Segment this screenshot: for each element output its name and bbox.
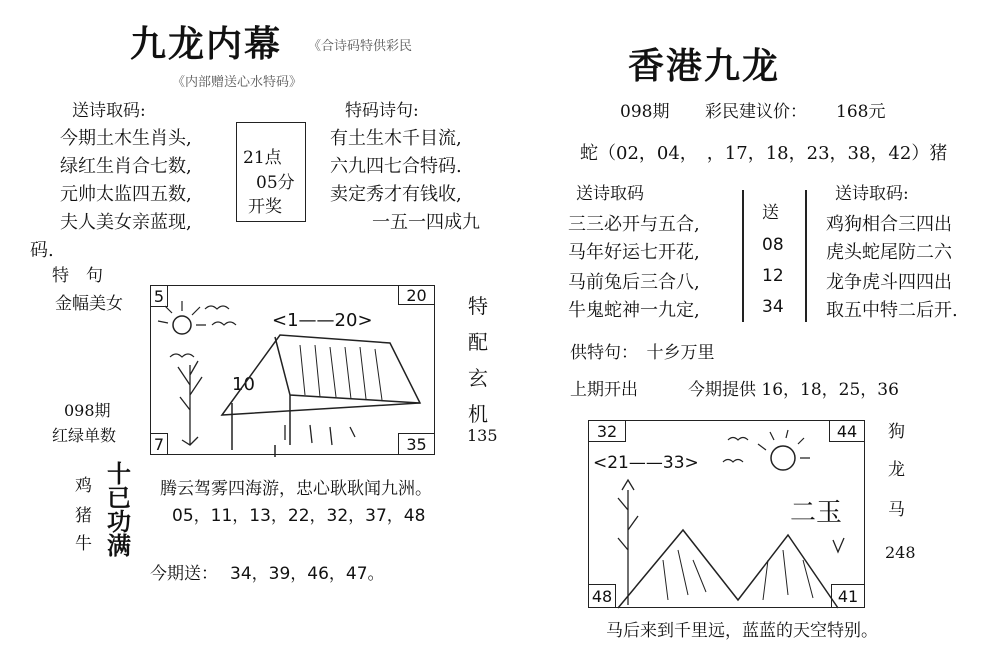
right-proverb: 马后来到千里远，蓝蓝的天空特别。 — [606, 621, 878, 641]
sun-icon — [173, 316, 191, 334]
right-send-poem-label-2: 送诗取码: — [835, 184, 909, 204]
right-snake-line: 蛇（02，04， ，17，18，23，38，42）猪 — [580, 143, 948, 164]
left-special-phrase-value: 金幅美女 — [55, 294, 123, 314]
left-poem-line-2: 绿红生肖合七数, — [60, 156, 192, 177]
left-subtitle: 《合诗码特供彩民 — [308, 39, 413, 54]
right-poem-line-4: 牛鬼蛇神一九定, — [568, 300, 700, 321]
right-poem-line-5: 鸡狗相合三四出 — [826, 214, 952, 235]
right-poem-line-6: 虎头蛇尾防二六 — [826, 242, 952, 263]
left-special-phrase-label: 特 句 — [52, 266, 103, 286]
left-animal-3: 牛 — [75, 534, 92, 554]
left-poem-tail: 码. — [30, 240, 54, 261]
left-right-vertical: 特配玄机 — [468, 294, 488, 426]
left-title: 九龙内幕 — [130, 23, 283, 65]
right-poem-line-8: 取五中特二后开. — [826, 300, 958, 321]
left-issue: 098期 — [64, 401, 111, 420]
right-title: 香港九龙 — [628, 45, 781, 87]
left-special-line-2: 六九四七合特码. — [330, 156, 462, 177]
left-poem-line-1: 今期土木生肖头, — [60, 128, 192, 149]
right-animal-3: 马 — [888, 500, 905, 520]
left-drawing-range: <1——20> — [272, 310, 373, 331]
draw-time-hour: 21点 — [243, 148, 282, 168]
left-special-line-4: 一五一四成九 — [372, 212, 480, 233]
left-sketch — [150, 285, 435, 455]
left-send-poem-label: 送诗取码: — [72, 101, 146, 121]
right-last-label: 上期开出 — [570, 380, 638, 400]
right-poem-line-3: 马前兔后三合八, — [568, 272, 700, 293]
left-corner-tl: 5 — [150, 285, 168, 307]
right-drawing-text: 二玉 — [790, 498, 843, 528]
left-special-line-1: 有土生木千目流, — [330, 128, 462, 149]
right-provide: 今期提供 16，18，25，36 — [688, 380, 899, 400]
right-send-box-1: 08 — [762, 235, 784, 255]
left-proverb: 腾云驾雾四海游，忠心耿耿闻九洲。 — [160, 479, 432, 499]
right-price-label: 彩民建议价： — [705, 102, 807, 122]
draw-time-open: 开奖 — [248, 197, 282, 217]
right-corner-br: 41 — [831, 584, 865, 608]
right-special-phrase: 供特句： 十乡万里 — [570, 343, 715, 363]
left-poem-line-3: 元帅太监四五数, — [60, 184, 192, 205]
right-poem-line-1: 三三必开与五合, — [568, 214, 700, 235]
right-issue: 098期 — [620, 102, 670, 122]
left-corner-tr: 20 — [398, 285, 435, 305]
left-corner-br: 35 — [398, 433, 435, 455]
left-corner-bl: 7 — [150, 433, 168, 455]
left-right-num: 135 — [467, 426, 498, 445]
left-send-numbers: 34，39，46，47。 — [230, 564, 385, 584]
right-poem-line-7: 龙争虎斗四四出 — [826, 272, 952, 293]
right-send-poem-label: 送诗取码 — [576, 184, 644, 204]
left-red-green: 红绿单数 — [52, 426, 117, 445]
left-send-label: 今期送： — [150, 564, 218, 584]
right-num: 248 — [885, 543, 916, 562]
left-special-line-3: 卖定秀才有钱收, — [330, 184, 462, 205]
left-drawing-num: 10 — [232, 374, 255, 395]
plant — [618, 480, 638, 605]
right-corner-bl: 48 — [588, 584, 616, 608]
right-price: 168元 — [836, 102, 886, 122]
right-animal-1: 狗 — [888, 422, 905, 442]
plant — [178, 361, 202, 445]
right-send-box-3: 34 — [762, 297, 784, 317]
left-animal-1: 鸡 — [75, 476, 92, 496]
right-send-box-label: 送 — [762, 203, 779, 223]
right-animal-2: 龙 — [888, 460, 905, 480]
left-subtitle-2: 《内部赠送心水特码》 — [172, 75, 303, 90]
right-poem-line-2: 马年好运七开花, — [568, 242, 700, 263]
left-big-vertical: 十已功满 — [107, 459, 131, 560]
right-drawing-range: <21——33> — [593, 453, 699, 473]
right-corner-tl: 32 — [588, 420, 626, 442]
draw-time-minute: 05分 — [256, 173, 295, 193]
left-animal-2: 猪 — [75, 506, 92, 526]
right-corner-tr: 44 — [829, 420, 865, 442]
right-sketch — [588, 420, 865, 608]
house-roof — [222, 335, 420, 415]
left-numbers: 05，11，13，22，32，37，48 — [172, 506, 426, 526]
left-special-poem-label: 特码诗句: — [345, 101, 419, 121]
left-poem-line-4: 夫人美女亲蓝现, — [60, 212, 192, 233]
sun-icon — [771, 446, 795, 470]
right-send-box-2: 12 — [762, 266, 784, 286]
